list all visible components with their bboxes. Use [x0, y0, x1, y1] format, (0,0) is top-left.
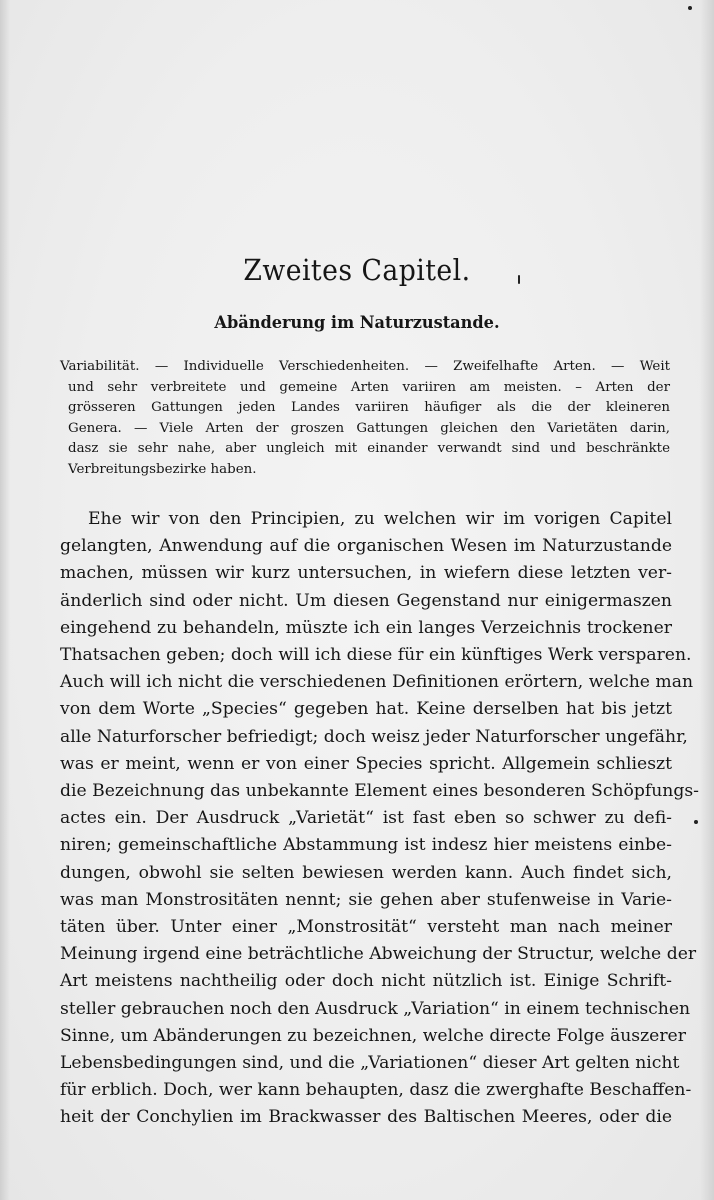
- body-line: steller gebrauchen noch den Ausdruck „Variation“ in einem technischen: [60, 998, 691, 1019]
- body-line: Sinne, um Abänderungen zu bezeichnen, welche directe Folge äuszerer: [60, 1025, 686, 1046]
- body-line: alle Naturforscher befriedigt; doch weisz jeder Naturforscher ungefähr,: [60, 726, 688, 747]
- body-line: heit der Conchylien im Brackwasser des Baltischen Meeres, oder die: [60, 1107, 672, 1128]
- body-line: die Bezeichnung das unbekannte Element eines besonderen Schöpfungs-: [60, 781, 699, 802]
- body-line: machen, müssen wir kurz untersuchen, in wiefern diese letzten ver-: [60, 563, 672, 584]
- body-line: dungen, obwohl sie selten bewiesen werden kann. Auch findet sich,: [60, 862, 672, 883]
- body-line: Lebensbedingungen sind, und die „Variationen“ dieser Art gelten nicht: [60, 1053, 680, 1074]
- body-line: Thatsachen geben; doch will ich diese für ein künftiges Werk versparen.: [60, 645, 692, 666]
- summary-line: und sehr verbreitete und gemeine Arten variiren am meisten. – Arten der: [68, 379, 670, 395]
- body-line: Art meistens nachtheilig oder doch nicht nützlich ist. Einige Schrift-: [60, 971, 672, 992]
- summary-line: Variabilität. — Individuelle Verschiedenheiten. — Zweifelhafte Arten. — Weit: [60, 359, 670, 374]
- body-line: eingehend zu behandeln, müszte ich ein langes Verzeichnis trockener: [60, 617, 672, 638]
- body-line: niren; gemeinschaftliche Abstammung ist indesz hier meistens einbe-: [60, 835, 672, 856]
- body-line: was man Monstrositäten nennt; sie gehen aber stufenweise in Varie-: [60, 889, 672, 910]
- body-paragraph: [60, 506, 699, 1132]
- body-line: änderlich sind oder nicht. Um diesen Gegenstand nur einigermaszen: [60, 590, 672, 611]
- page-left-edge: [0, 0, 10, 1200]
- body-line: Meinung irgend eine beträchtliche Abweichung der Structur, welche der: [60, 944, 697, 965]
- body-line: täten über. Unter einer „Monstrosität“ versteht man nach meiner: [60, 917, 672, 938]
- body-line: von dem Worte „Species“ gegeben hat. Keine derselben hat bis jetzt: [60, 699, 672, 720]
- body-line: Ehe wir von den Principien, zu welchen wir im vorigen Capitel: [88, 509, 672, 529]
- summary-line: grösseren Gattungen jeden Landes variiren häufiger als die der kleineren: [68, 400, 670, 415]
- show-through-shadow: [62, 32, 662, 232]
- ink-speck: [688, 6, 692, 10]
- ink-speck: [694, 820, 698, 824]
- chapter-summary: [60, 357, 670, 480]
- body-line: actes ein. Der Ausdruck „Varietät“ ist fast eben so schwer zu defi-: [60, 808, 672, 829]
- chapter-title: Zweites Capitel.: [243, 253, 471, 287]
- body-line: Auch will ich nicht die verschiedenen Definitionen erörtern, welche man: [60, 672, 694, 693]
- body-line: was er meint, wenn er von einer Species spricht. Allgemein schlieszt: [60, 753, 672, 774]
- summary-line: dasz sie sehr nahe, aber ungleich mit einander verwandt sind und beschränkte: [68, 441, 670, 456]
- section-title: Abänderung im Naturzustande.: [214, 313, 500, 333]
- summary-line: Verbreitungsbezirke haben.: [68, 461, 257, 477]
- body-line: für erblich. Doch, wer kann behaupten, dasz die zwerghafte Beschaffen-: [60, 1080, 692, 1101]
- page-right-edge: [700, 0, 714, 1200]
- body-line: gelangten, Anwendung auf die organischen Wesen im Naturzustande: [60, 536, 672, 557]
- summary-line: Genera. — Viele Arten der groszen Gattungen gleichen den Varietäten darin,: [68, 420, 670, 436]
